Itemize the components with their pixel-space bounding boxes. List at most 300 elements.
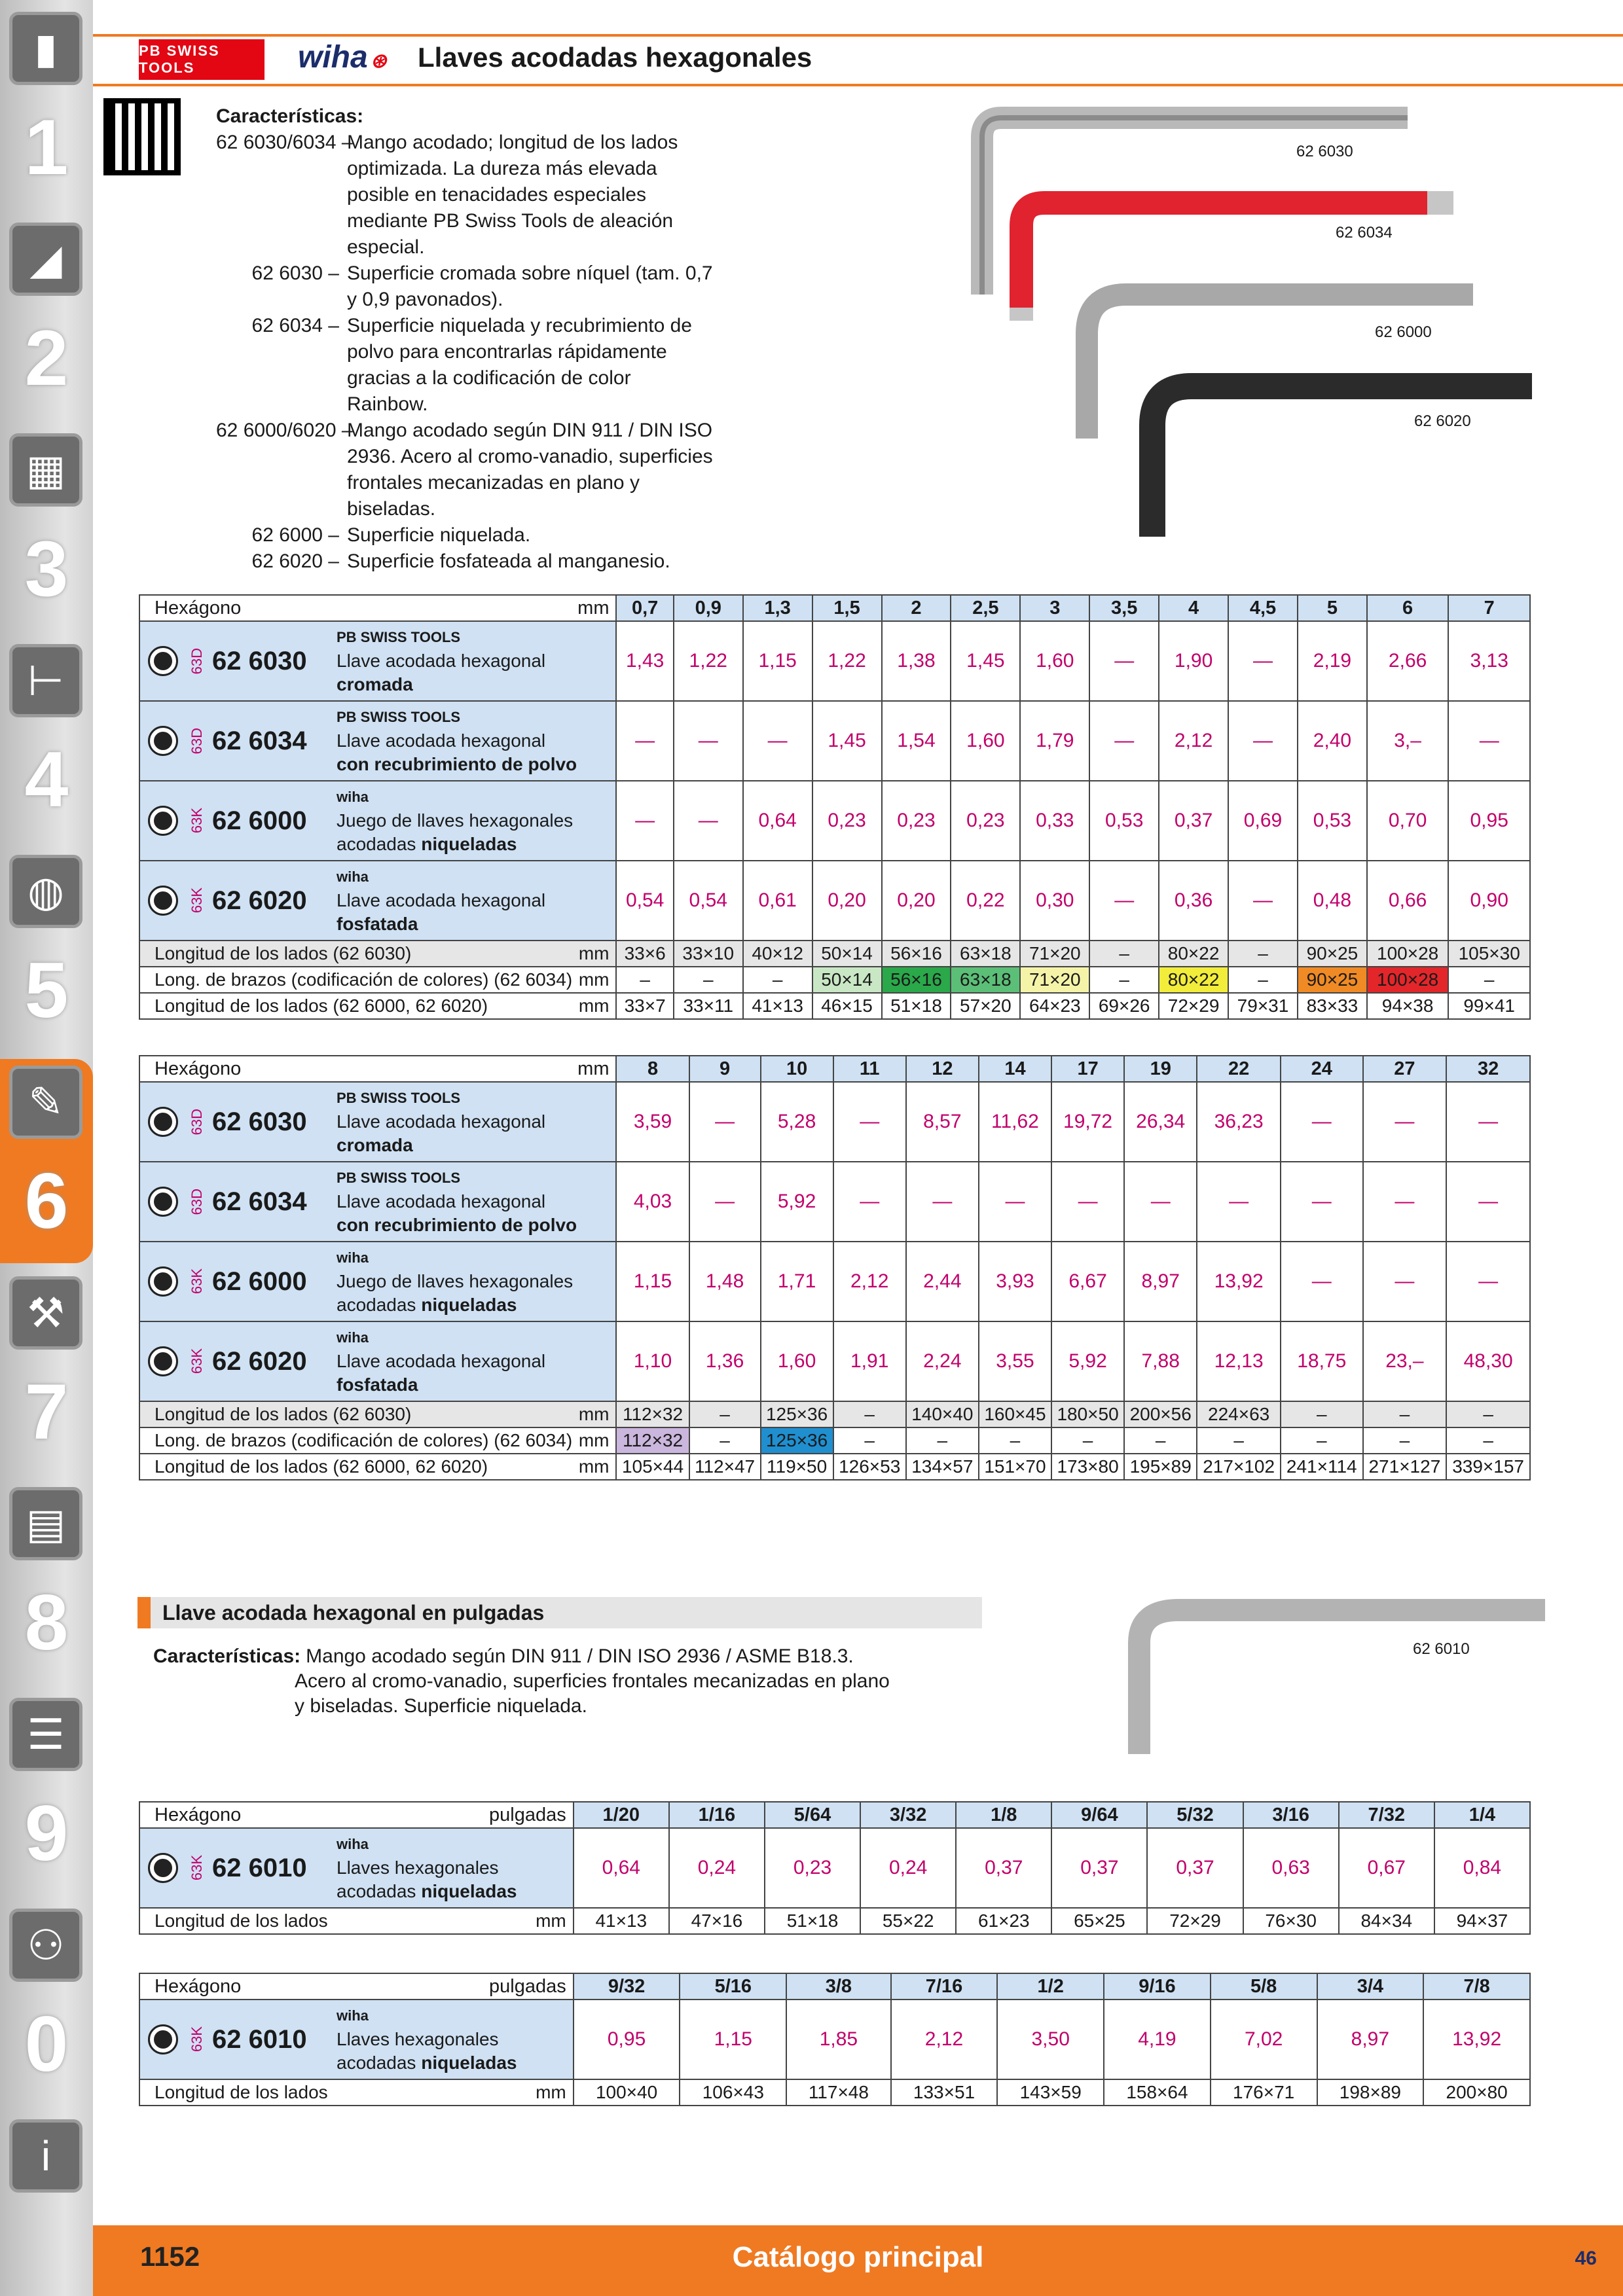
size-header: 22 xyxy=(1197,1056,1281,1082)
size-header: 9/16 xyxy=(1104,1973,1211,2000)
size-header: 2,5 xyxy=(951,595,1020,621)
price-cell: 0,90 xyxy=(1448,861,1530,941)
chapter-tab-2[interactable] xyxy=(0,216,93,420)
feature-key: 62 6000/6020 – xyxy=(216,420,353,441)
chapter-tab-9[interactable] xyxy=(0,1691,93,1895)
price-cell: 1,38 xyxy=(882,621,951,701)
size-header: 32 xyxy=(1446,1056,1530,1082)
price-cell: 0,53 xyxy=(1089,781,1159,861)
length-cell: 50×14 xyxy=(812,941,882,967)
length-cell: 65×25 xyxy=(1051,1908,1147,1934)
feature-key: 62 6030/6034 – xyxy=(216,132,353,153)
price-cell: 1,54 xyxy=(882,701,951,781)
article-number: 62 6000 xyxy=(212,806,307,835)
size-header: 9/64 xyxy=(1051,1802,1147,1828)
length-cell: 40×12 xyxy=(743,941,812,967)
unit: mm xyxy=(575,1056,616,1082)
product-brand: PB SWISS TOOLS xyxy=(337,709,461,725)
price-cell: 0,54 xyxy=(674,861,743,941)
feature-row xyxy=(216,313,714,418)
price-group-code: 63K xyxy=(189,888,205,914)
chuck-icon: ▦ xyxy=(9,433,82,507)
price-cell: — xyxy=(1448,701,1530,781)
feature-row xyxy=(216,260,714,313)
size-header: 5/8 xyxy=(1211,1973,1317,2000)
wiha-logo xyxy=(298,39,387,75)
length-cell: 176×71 xyxy=(1211,2079,1317,2106)
price-cell: 0,64 xyxy=(743,781,812,861)
inch-features-line-1: Mango acodado según DIN 911 / DIN ISO 2936 / ASME B18.3. xyxy=(306,1645,854,1667)
length-label: Longitud de los lados (62 6030) xyxy=(139,1401,575,1427)
price-group-code: 63K xyxy=(189,808,205,834)
size-header: 1,3 xyxy=(743,595,812,621)
chapter-tab-0[interactable] xyxy=(0,1902,93,2106)
price-cell: 0,36 xyxy=(1159,861,1228,941)
length-unit: mm xyxy=(486,1908,574,1934)
price-cell: 0,37 xyxy=(956,1828,1051,1908)
price-cell: 0,66 xyxy=(1367,861,1449,941)
product-desc: Llave acodada hexagonal xyxy=(337,1351,546,1371)
length-cell: 125×36 xyxy=(761,1427,833,1454)
photo-label-6034: 62 6034 xyxy=(1336,224,1393,242)
hex-header: Hexágono xyxy=(139,1056,575,1082)
chapter-number: 5 xyxy=(24,946,69,1034)
length-cell: 64×23 xyxy=(1020,993,1089,1019)
length-cell: 160×45 xyxy=(979,1401,1051,1427)
price-cell: 4,03 xyxy=(616,1162,689,1242)
length-cell: 119×50 xyxy=(761,1454,833,1480)
length-cell: 143×59 xyxy=(997,2079,1104,2106)
length-cell: – xyxy=(906,1427,979,1454)
price-cell: 2,19 xyxy=(1298,621,1367,701)
chapter-tab-6[interactable] xyxy=(0,1059,93,1263)
price-cell: 1,22 xyxy=(812,621,882,701)
product-badge-icon xyxy=(140,2000,186,2079)
inch-features xyxy=(153,1644,890,1719)
length-cell: 80×22 xyxy=(1159,941,1228,967)
product-cell xyxy=(139,1242,616,1321)
price-cell: 0,22 xyxy=(951,861,1020,941)
price-cell: 3,55 xyxy=(979,1321,1051,1401)
length-cell: 50×14 xyxy=(812,967,882,993)
price-cell: — xyxy=(1446,1242,1530,1321)
chapter-number: 6 xyxy=(24,1157,69,1245)
chapter-number: 4 xyxy=(24,736,69,823)
price-cell: 18,75 xyxy=(1281,1321,1363,1401)
chapter-tab-info[interactable] xyxy=(0,2113,93,2296)
product-badge-icon xyxy=(140,622,186,700)
product-cell xyxy=(139,2000,574,2079)
size-header: 6 xyxy=(1367,595,1449,621)
price-cell: — xyxy=(1363,1082,1447,1162)
price-cell: — xyxy=(1051,1162,1124,1242)
header-rule-bottom xyxy=(93,84,1623,86)
price-cell: — xyxy=(674,781,743,861)
price-cell: 1,45 xyxy=(812,701,882,781)
article-number: 62 6034 xyxy=(212,726,307,755)
price-cell: 2,40 xyxy=(1298,701,1367,781)
price-cell: — xyxy=(1363,1242,1447,1321)
price-cell: 0,48 xyxy=(1298,861,1367,941)
product-desc: Llave acodada hexagonal xyxy=(337,730,546,751)
price-cell: 5,28 xyxy=(761,1082,833,1162)
price-cell: 5,92 xyxy=(761,1162,833,1242)
length-cell: 63×18 xyxy=(951,967,1020,993)
price-cell: — xyxy=(1228,621,1298,701)
length-cell: 84×34 xyxy=(1339,1908,1434,1934)
length-cell: 56×16 xyxy=(882,941,951,967)
footer xyxy=(93,2225,1623,2296)
length-cell: – xyxy=(833,1427,906,1454)
size-header: 0,9 xyxy=(674,595,743,621)
price-cell: 4,19 xyxy=(1104,2000,1211,2079)
product-finish: niqueladas xyxy=(421,2053,517,2073)
length-unit: mm xyxy=(575,1427,616,1454)
length-unit: mm xyxy=(575,1401,616,1427)
product-photo-6020 xyxy=(1126,367,1539,543)
price-group-code: 63K xyxy=(189,1268,205,1295)
price-cell: 7,02 xyxy=(1211,2000,1317,2079)
chapter-number: 3 xyxy=(24,525,69,613)
price-cell: — xyxy=(1089,861,1159,941)
qr-code xyxy=(103,98,181,175)
size-header: 7 xyxy=(1448,595,1530,621)
price-cell: — xyxy=(1363,1162,1447,1242)
size-header: 1/8 xyxy=(956,1802,1051,1828)
price-cell: 1,45 xyxy=(951,621,1020,701)
length-cell: – xyxy=(1124,1427,1197,1454)
price-cell: 6,67 xyxy=(1051,1242,1124,1321)
length-cell: 90×25 xyxy=(1298,941,1367,967)
price-cell: 1,91 xyxy=(833,1321,906,1401)
length-cell: 51×18 xyxy=(765,1908,860,1934)
product-cell xyxy=(139,701,616,781)
page-number: 1152 xyxy=(140,2241,200,2272)
length-cell: 94×37 xyxy=(1434,1908,1530,1934)
feature-key: 62 6000 – xyxy=(251,524,339,546)
price-cell: 0,37 xyxy=(1147,1828,1243,1908)
price-cell: 0,69 xyxy=(1228,781,1298,861)
length-cell: – xyxy=(689,1427,761,1454)
size-header: 7/8 xyxy=(1423,1973,1530,2000)
price-cell: 8,97 xyxy=(1317,2000,1424,2079)
inch-features-line-2: Acero al cromo-vanadio, superficies frontales mecanizadas en plano xyxy=(295,1670,890,1692)
price-cell: 1,43 xyxy=(616,621,673,701)
product-finish: con recubrimiento de polvo xyxy=(337,1215,577,1235)
price-cell: — xyxy=(1281,1162,1363,1242)
product-desc: Llave acodada hexagonal xyxy=(337,1111,546,1132)
product-finish: fosfatada xyxy=(337,914,418,934)
product-desc-prefix: acodadas xyxy=(337,1881,422,1901)
feature-row xyxy=(216,548,714,575)
price-cell: 0,30 xyxy=(1020,861,1089,941)
length-cell: 173×80 xyxy=(1051,1454,1124,1480)
article-number: 62 6010 xyxy=(212,1853,307,1882)
unit: pulgadas xyxy=(486,1973,574,2000)
length-cell: 105×44 xyxy=(616,1454,689,1480)
product-cell xyxy=(139,621,616,701)
price-cell: 0,63 xyxy=(1243,1828,1339,1908)
product-brand: PB SWISS TOOLS xyxy=(337,629,461,645)
feature-text: Superficie fosfateada al manganesio. xyxy=(347,550,670,572)
metric-table-1 xyxy=(139,594,1531,1020)
article-number: 62 6030 xyxy=(212,1107,307,1136)
length-cell: – xyxy=(1446,1401,1530,1427)
price-cell: — xyxy=(979,1162,1051,1242)
price-group-code: 63K xyxy=(189,2026,205,2053)
length-label: Longitud de los lados xyxy=(139,1908,486,1934)
size-header: 9 xyxy=(689,1056,761,1082)
price-cell: 2,24 xyxy=(906,1321,979,1401)
price-cell: 11,62 xyxy=(979,1082,1051,1162)
length-cell: – xyxy=(1051,1427,1124,1454)
price-cell: — xyxy=(743,701,812,781)
unit: pulgadas xyxy=(486,1802,574,1828)
size-header: 5/64 xyxy=(765,1802,860,1828)
size-header: 0,7 xyxy=(616,595,673,621)
length-cell: – xyxy=(1363,1401,1447,1427)
header-rule xyxy=(93,34,1623,37)
price-cell: 2,12 xyxy=(1159,701,1228,781)
product-brand: wiha xyxy=(337,1329,369,1346)
price-cell: 0,37 xyxy=(1051,1828,1147,1908)
product-cell xyxy=(139,781,616,861)
price-cell: 0,23 xyxy=(765,1828,860,1908)
chapter-tab-3[interactable] xyxy=(0,427,93,631)
length-cell: 79×31 xyxy=(1228,993,1298,1019)
chapter-tab-4[interactable] xyxy=(0,637,93,842)
product-desc: Llaves hexagonales xyxy=(337,1857,499,1878)
chapter-tab-5[interactable] xyxy=(0,848,93,1052)
product-cell xyxy=(139,1162,616,1242)
length-cell: 61×23 xyxy=(956,1908,1051,1934)
length-cell: 125×36 xyxy=(761,1401,833,1427)
length-cell: – xyxy=(1281,1401,1363,1427)
photo-label-6030: 62 6030 xyxy=(1296,143,1353,160)
length-cell: 57×20 xyxy=(951,993,1020,1019)
length-cell: 51×18 xyxy=(882,993,951,1019)
product-badge-icon xyxy=(140,1242,186,1321)
product-badge-icon xyxy=(140,781,186,860)
drill-bit-icon: ▮ xyxy=(9,12,82,85)
price-cell: 13,92 xyxy=(1423,2000,1530,2079)
price-cell: 26,34 xyxy=(1124,1082,1197,1162)
length-cell: 99×41 xyxy=(1448,993,1530,1019)
price-cell: — xyxy=(833,1162,906,1242)
price-cell: 5,92 xyxy=(1051,1321,1124,1401)
feature-key: 62 6034 – xyxy=(251,315,339,336)
section-inch-title: Llave acodada hexagonal en pulgadas xyxy=(137,1597,982,1628)
size-header: 4,5 xyxy=(1228,595,1298,621)
length-cell: – xyxy=(1363,1427,1447,1454)
cabinet-icon: ☰ xyxy=(9,1698,82,1771)
saw-blade-icon: ◍ xyxy=(9,855,82,928)
length-cell: – xyxy=(743,967,812,993)
wrench-icon: ✎ xyxy=(9,1066,82,1139)
product-desc: Llave acodada hexagonal xyxy=(337,1191,546,1211)
price-cell: 0,70 xyxy=(1367,781,1449,861)
product-desc: Juego de llaves hexagonales xyxy=(337,810,574,831)
size-header: 19 xyxy=(1124,1056,1197,1082)
price-cell: 0,61 xyxy=(743,861,812,941)
article-number: 62 6034 xyxy=(212,1187,307,1216)
length-cell: 72×29 xyxy=(1147,1908,1243,1934)
price-cell: 23,– xyxy=(1363,1321,1447,1401)
size-header: 11 xyxy=(833,1056,906,1082)
length-cell: 69×26 xyxy=(1089,993,1159,1019)
length-cell: 94×38 xyxy=(1367,993,1449,1019)
product-badge-icon xyxy=(140,1083,186,1161)
chapter-number: 0 xyxy=(24,2000,69,2088)
size-header: 3 xyxy=(1020,595,1089,621)
length-cell: – xyxy=(1281,1427,1363,1454)
price-cell: 1,60 xyxy=(951,701,1020,781)
price-cell: — xyxy=(1124,1162,1197,1242)
pliers-icon: ⚒ xyxy=(9,1276,82,1350)
chapter-number: 8 xyxy=(24,1579,69,1666)
length-label: Longitud de los lados (62 6030) xyxy=(139,941,575,967)
length-cell: 100×40 xyxy=(574,2079,680,2106)
price-cell: 8,97 xyxy=(1124,1242,1197,1321)
photo-label-6020: 62 6020 xyxy=(1414,412,1471,430)
caliper-icon: ⊢ xyxy=(9,644,82,717)
size-header: 1/20 xyxy=(574,1802,669,1828)
length-cell: 224×63 xyxy=(1197,1401,1281,1427)
price-cell: — xyxy=(616,701,673,781)
price-cell: 1,22 xyxy=(674,621,743,701)
price-cell: 12,13 xyxy=(1197,1321,1281,1401)
length-cell: 47×16 xyxy=(669,1908,765,1934)
price-group-code: 63K xyxy=(189,1348,205,1374)
price-cell: 0,33 xyxy=(1020,781,1089,861)
length-cell: 90×25 xyxy=(1298,967,1367,993)
length-unit: mm xyxy=(575,967,616,993)
price-cell: 0,53 xyxy=(1298,781,1367,861)
price-cell: 0,67 xyxy=(1339,1828,1434,1908)
size-header: 27 xyxy=(1363,1056,1447,1082)
size-header: 14 xyxy=(979,1056,1051,1082)
product-brand: PB SWISS TOOLS xyxy=(337,1170,461,1186)
size-header: 5 xyxy=(1298,595,1367,621)
feature-row xyxy=(216,130,714,260)
size-header: 7/16 xyxy=(891,1973,998,2000)
length-cell: 200×80 xyxy=(1423,2079,1530,2106)
chapter-tab-8[interactable] xyxy=(0,1480,93,1685)
inch-features-line-3: y biseladas. Superficie niquelada. xyxy=(295,1695,587,1717)
feature-text: Superficie niquelada y recubrimiento de polvo para encontrarlas rápidamente gracias a la codificación de color Rainbow. xyxy=(347,315,692,415)
price-cell: 7,88 xyxy=(1124,1321,1197,1401)
product-cell xyxy=(139,1321,616,1401)
length-cell: – xyxy=(616,967,673,993)
length-cell: 217×102 xyxy=(1197,1454,1281,1480)
length-label: Long. de brazos (codificación de colores) (62 6034) xyxy=(139,967,575,993)
hex-header: Hexágono xyxy=(139,1973,486,2000)
price-group-code: 63K xyxy=(189,1855,205,1881)
price-cell: 1,71 xyxy=(761,1242,833,1321)
size-header: 12 xyxy=(906,1056,979,1082)
length-cell: – xyxy=(1197,1427,1281,1454)
length-cell: 112×32 xyxy=(616,1401,689,1427)
size-header: 1,5 xyxy=(812,595,882,621)
length-cell: – xyxy=(833,1401,906,1427)
length-cell: 195×89 xyxy=(1124,1454,1197,1480)
length-label: Longitud de los lados (62 6000, 62 6020) xyxy=(139,1454,575,1480)
length-cell: 117×48 xyxy=(786,2079,890,2106)
length-cell: 83×33 xyxy=(1298,993,1367,1019)
features-block xyxy=(216,103,714,575)
chapter-number: 1 xyxy=(24,103,69,191)
size-header: 4 xyxy=(1159,595,1228,621)
size-header: 1/2 xyxy=(997,1973,1104,2000)
length-cell: 339×157 xyxy=(1446,1454,1530,1480)
product-badge-icon xyxy=(140,1829,186,1907)
length-cell: 71×20 xyxy=(1020,967,1089,993)
catalog-title: Catálogo principal xyxy=(732,2241,984,2273)
article-number: 62 6010 xyxy=(212,2024,307,2054)
price-cell: 0,24 xyxy=(860,1828,956,1908)
feature-text: Mango acodado según DIN 911 / DIN ISO 2936. Acero al cromo-vanadio, superficies frontales mecanizadas en plano y biseladas. xyxy=(347,420,713,520)
price-cell: 3,59 xyxy=(616,1082,689,1162)
length-cell: – xyxy=(1089,941,1159,967)
length-cell: 71×20 xyxy=(1020,941,1089,967)
price-cell: 1,60 xyxy=(761,1321,833,1401)
length-cell: 271×127 xyxy=(1363,1454,1447,1480)
chapter-number: 2 xyxy=(24,314,69,402)
product-badge-icon xyxy=(140,702,186,780)
size-header: 7/32 xyxy=(1339,1802,1434,1828)
price-cell: — xyxy=(1089,621,1159,701)
length-cell: – xyxy=(1446,1427,1530,1454)
length-cell: 33×11 xyxy=(674,993,743,1019)
price-cell: 13,92 xyxy=(1197,1242,1281,1321)
product-brand: wiha xyxy=(337,869,369,885)
product-cell xyxy=(139,1082,616,1162)
size-header: 8 xyxy=(616,1056,689,1082)
price-cell: — xyxy=(1197,1162,1281,1242)
price-cell: 0,54 xyxy=(616,861,673,941)
price-cell: 1,10 xyxy=(616,1321,689,1401)
length-cell: 55×22 xyxy=(860,1908,956,1934)
feature-text: Superficie cromada sobre níquel (tam. 0,7 y 0,9 pavonados). xyxy=(347,262,713,310)
length-cell: 134×57 xyxy=(906,1454,979,1480)
wiha-logo-text: wiha xyxy=(298,40,368,75)
size-header: 1/4 xyxy=(1434,1802,1530,1828)
pb-swiss-tools-logo: PB SWISS TOOLS xyxy=(139,39,264,80)
price-cell: 1,15 xyxy=(616,1242,689,1321)
length-cell: – xyxy=(674,967,743,993)
price-cell: 1,60 xyxy=(1020,621,1089,701)
size-header: 10 xyxy=(761,1056,833,1082)
chapter-tab-1[interactable] xyxy=(0,5,93,209)
length-cell: 33×6 xyxy=(616,941,673,967)
price-cell: 3,50 xyxy=(997,2000,1104,2079)
feature-row xyxy=(216,418,714,522)
product-desc-prefix: acodadas xyxy=(337,2053,422,2073)
chapter-tab-7[interactable] xyxy=(0,1270,93,1474)
product-badge-icon xyxy=(140,861,186,940)
price-cell: 0,84 xyxy=(1434,1828,1530,1908)
article-number: 62 6000 xyxy=(212,1266,307,1296)
price-cell: — xyxy=(1281,1242,1363,1321)
length-cell: 158×64 xyxy=(1104,2079,1211,2106)
length-cell: 151×70 xyxy=(979,1454,1051,1480)
wiha-mark-icon: ⊛ xyxy=(370,50,387,72)
product-cell xyxy=(139,861,616,941)
length-label: Longitud de los lados (62 6000, 62 6020) xyxy=(139,993,575,1019)
size-header: 3/4 xyxy=(1317,1973,1424,2000)
inch-table-2 xyxy=(139,1973,1531,2106)
price-cell: — xyxy=(1089,701,1159,781)
